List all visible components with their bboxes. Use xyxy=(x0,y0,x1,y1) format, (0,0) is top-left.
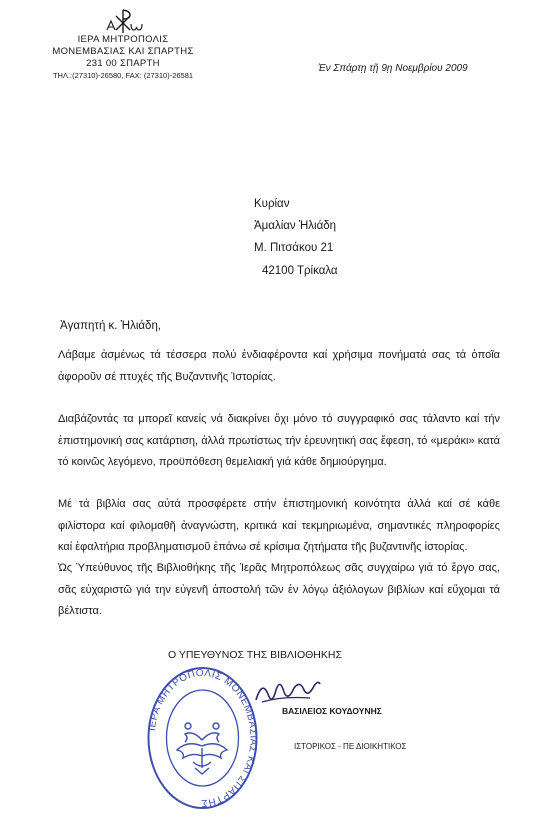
stamp-text: ΙΕΡΑ ΜΗΤΡΟΠΟΛΙΣ ΜΟΝΕΜΒΑΣΙΑΣ ΚΑΙ ΣΠΑΡΤΗΣ xyxy=(146,667,259,809)
body-paragraph-3: Μέ τά βιβλία σας αὐτά προσφέρετε στήν ἐπιστημονική κοινότητα ἀλλά καί σέ κάθε φιλίστορα καί φιλομαθῆ ἀναγνώστη, κριτικά καί τεκμηριωμένα, σημαντικές πληροφορίες καί ἐφαλτήρια προβληματισμοῦ ἐπάνω σέ κρίσιμα ζητήματα τῆς βυζαντινῆς ἱστορίας. xyxy=(58,498,500,553)
recipient-street: Μ. Πιτσάκου 21 xyxy=(254,242,334,254)
signer-title: Ο ΥΠΕΥΘΥΝΟΣ ΤΗΣ ΒΙΒΛΙΟΘΗΚΗΣ xyxy=(168,649,342,661)
recipient-name: Ἀμαλίαν Ἠλιάδη xyxy=(254,220,337,232)
letterhead-address: 231 00 ΣΠΑΡΤΗ xyxy=(86,58,160,69)
letterhead-org-line1: ΙΕΡΑ ΜΗΤΡΟΠΟΛΙΣ xyxy=(77,34,169,45)
letterhead xyxy=(18,8,228,82)
letterhead-phone-fax: ΤΗΛ.:(27310)-26580, FAX: (27310)-26581 xyxy=(52,71,194,80)
official-stamp xyxy=(145,660,260,810)
signer-role: ΙΣΤΟΡΙΚΟΣ - ΠΕ ΔΙΟΙΚΗΤΙΚΟΣ xyxy=(294,742,407,751)
signer-name: ΒΑΣΙΛΕΙΟΣ ΚΟΥΔΟΥΝΗΣ xyxy=(282,706,382,716)
salutation: Ἀγαπητή κ. Ἠλιάδη, xyxy=(60,320,162,332)
body-paragraph-2: Διαβάζοντάς τα μπορεῖ κανείς νά διακρίνει ὄχι μόνο τό συγγραφικό σας τάλαντο καί τήν ἐπιστημονική σας κατάρτιση, ἀλλά πρωτίστως τήν ἐρευνητική σας ἔφεση, τό «μεράκι» κατά τό κοινῶς λεγόμενο, προϋπόθεση θεμελιακή γιά κάθε δημιούργημα. xyxy=(58,413,500,468)
body-paragraph-4: Ὡς Ὑπεύθυνος τῆς Βιβλιοθήκης τῆς Ἱερᾶς Μητροπόλεως σᾶς συγχαίρω γιά τό ἔργο σας, σᾶς εὐχαριστῶ γιά την εὐγενῆ ἀποστολή τῶν ἐν λόγῳ ἀξιόλογων βιβλίων καί εὔχομαι τά βέλτιστα. xyxy=(58,562,500,617)
letterhead-org-line2: ΜΟΝΕΜΒΑΣΙΑΣ ΚΑΙ ΣΠΑΡΤΗΣ xyxy=(52,46,194,57)
dateline: Ἐν Σπάρτῃ τῇ 9ῃ Νοεμβρίου 2009 xyxy=(318,63,468,74)
recipient-title: Κυρίαν xyxy=(254,198,290,210)
recipient-city: 42100 Τρίκαλα xyxy=(262,265,338,277)
double-headed-eagle-icon xyxy=(177,723,227,774)
body-paragraph-1: Λάβαμε ἀσμένως τά τέσσερα πολύ ἐνδιαφέροντα καί χρήσιμα πονήματά σας τά ὁποῖα ἀφοροῦν σέ πτυχές τῆς Βυζαντινῆς Ἱστορίας. xyxy=(58,349,500,383)
chi-rho-alpha-omega-icon xyxy=(103,8,143,34)
